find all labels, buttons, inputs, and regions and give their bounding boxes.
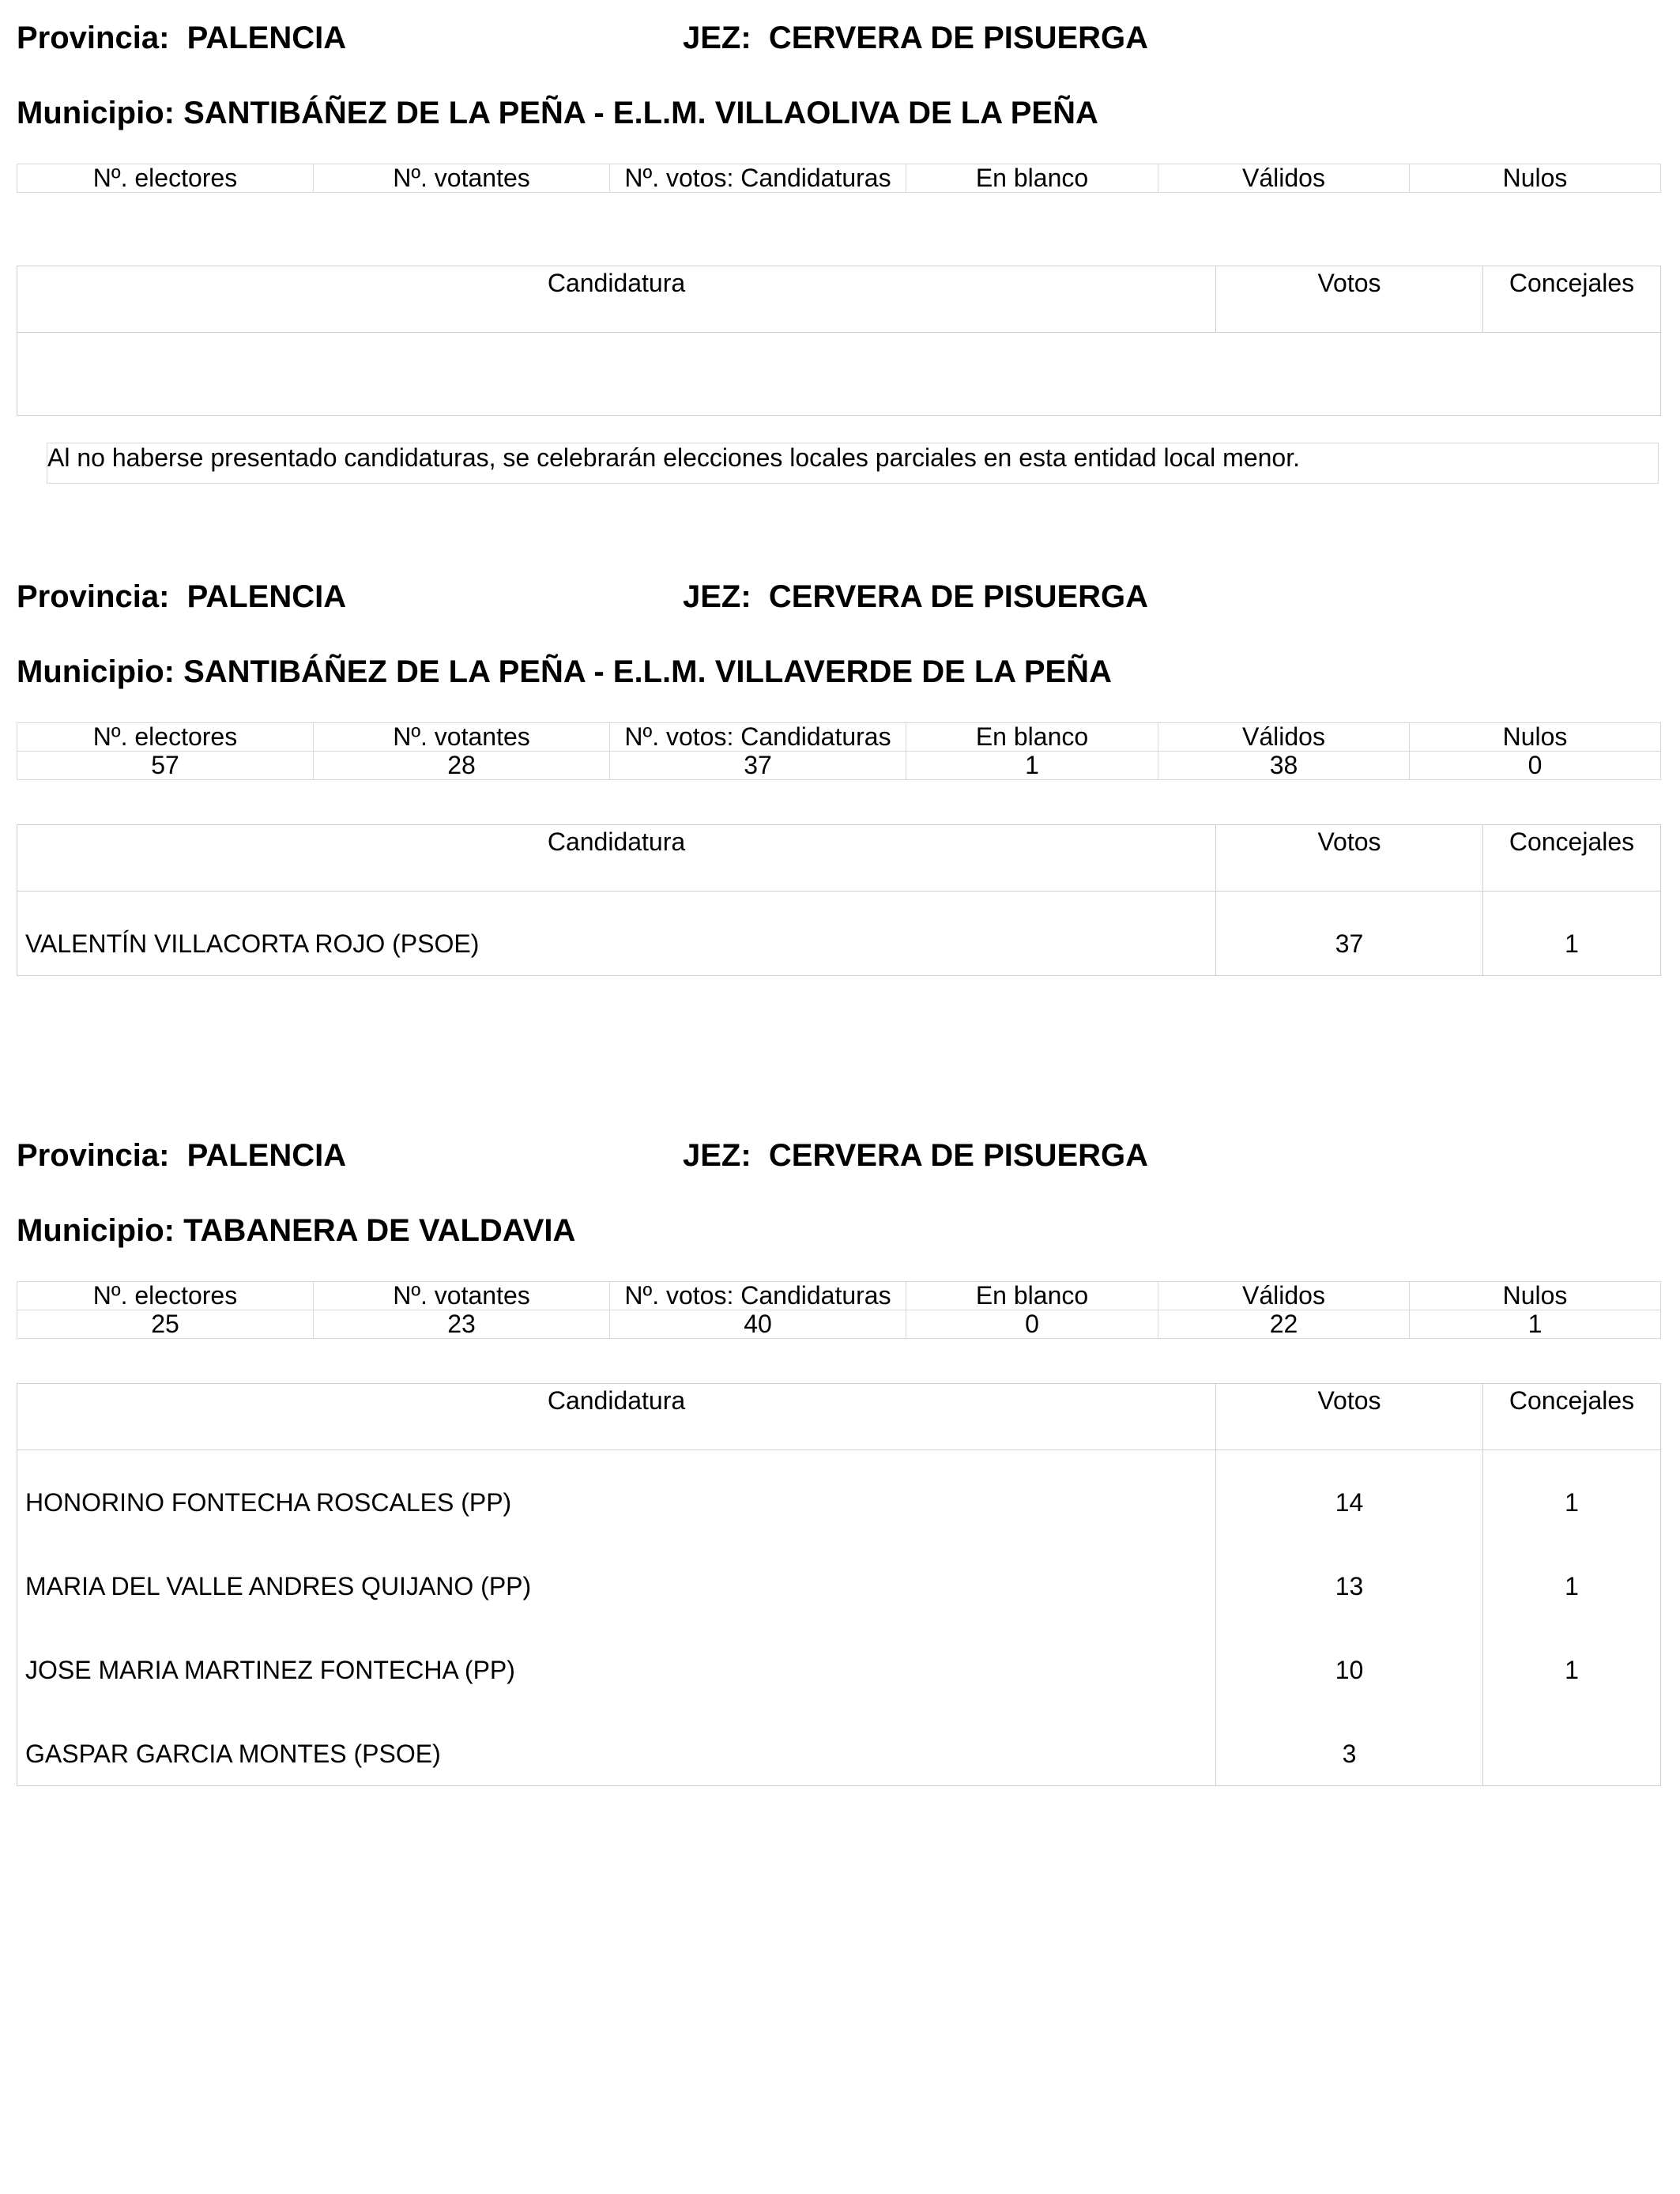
candidate-concejales: 1 — [1483, 1534, 1661, 1618]
votos-header: Votos — [1216, 266, 1483, 333]
stats-header-electores: Nº. electores — [17, 164, 314, 193]
provincia-label: Provincia: — [17, 1138, 170, 1173]
municipio-heading — [17, 1212, 575, 1250]
jez-heading — [683, 1137, 1148, 1174]
stats-value-validos: 38 — [1158, 752, 1410, 780]
stats-value-nulos: 1 — [1410, 1310, 1661, 1339]
stats-value-en-blanco: 0 — [906, 1310, 1158, 1339]
stats-value-votantes: 23 — [314, 1310, 610, 1339]
stats-value-row — [17, 1310, 1661, 1339]
candidatura-header: Candidatura — [17, 266, 1216, 333]
jez-heading — [683, 19, 1148, 57]
empty-cell — [17, 333, 1661, 416]
table-row — [17, 1702, 1661, 1786]
jez-label: JEZ: — [683, 21, 751, 55]
candidates-table — [17, 824, 1661, 976]
candidates-header-row — [17, 266, 1661, 333]
concejales-header: Concejales — [1483, 1384, 1661, 1450]
candidate-name: GASPAR GARCIA MONTES (PSOE) — [17, 1702, 1216, 1786]
stats-value-electores: 25 — [17, 1310, 314, 1339]
votos-header: Votos — [1216, 1384, 1483, 1450]
stats-header-electores: Nº. electores — [17, 1282, 314, 1310]
municipio-heading — [17, 653, 1112, 691]
candidates-table — [17, 1383, 1661, 1786]
stats-value-validos: 22 — [1158, 1310, 1410, 1339]
jez-value: CERVERA DE PISUERGA — [768, 21, 1149, 55]
provincia-heading — [17, 578, 346, 616]
jez-value: CERVERA DE PISUERGA — [768, 579, 1149, 614]
stats-header-votantes: Nº. votantes — [314, 164, 610, 193]
stats-table — [17, 164, 1661, 193]
candidatura-header: Candidatura — [17, 825, 1216, 892]
candidate-name: VALENTÍN VILLACORTA ROJO (PSOE) — [17, 892, 1216, 976]
provincia-heading — [17, 19, 346, 57]
jez-value: CERVERA DE PISUERGA — [768, 1138, 1149, 1173]
stats-header-row — [17, 164, 1661, 193]
jez-label: JEZ: — [683, 579, 751, 614]
table-row — [17, 1450, 1661, 1535]
concejales-header: Concejales — [1483, 266, 1661, 333]
candidates-header-row — [17, 1384, 1661, 1450]
stats-value-electores: 57 — [17, 752, 314, 780]
stats-header-validos: Válidos — [1158, 723, 1410, 752]
provincia-label: Provincia: — [17, 579, 170, 614]
candidate-name: MARIA DEL VALLE ANDRES QUIJANO (PP) — [17, 1534, 1216, 1618]
municipio-value: SANTIBÁÑEZ DE LA PEÑA - E.L.M. VILLAVERDE DE LA PEÑA — [183, 654, 1112, 689]
stats-header-validos: Válidos — [1158, 164, 1410, 193]
table-row — [17, 1618, 1661, 1702]
provincia-value: PALENCIA — [186, 1138, 347, 1173]
stats-header-en-blanco: En blanco — [906, 1282, 1158, 1310]
jez-label: JEZ: — [683, 1138, 751, 1173]
jez-heading — [683, 578, 1148, 616]
stats-value-row — [17, 752, 1661, 780]
candidate-name: HONORINO FONTECHA ROSCALES (PP) — [17, 1450, 1216, 1535]
stats-table — [17, 1281, 1661, 1339]
concejales-header: Concejales — [1483, 825, 1661, 892]
provincia-value: PALENCIA — [186, 21, 347, 55]
stats-header-votos-candidaturas: Nº. votos: Candidaturas — [610, 164, 906, 193]
stats-header-votantes: Nº. votantes — [314, 1282, 610, 1310]
candidate-concejales: 1 — [1483, 1450, 1661, 1535]
stats-header-en-blanco: En blanco — [906, 164, 1158, 193]
candidate-name: JOSE MARIA MARTINEZ FONTECHA (PP) — [17, 1618, 1216, 1702]
municipio-label: Municipio: — [17, 654, 175, 689]
candidates-table — [17, 266, 1661, 416]
candidatura-header: Candidatura — [17, 1384, 1216, 1450]
candidate-concejales — [1483, 1702, 1661, 1786]
candidates-header-row — [17, 825, 1661, 892]
stats-value-en-blanco: 1 — [906, 752, 1158, 780]
stats-header-votos-candidaturas: Nº. votos: Candidaturas — [610, 723, 906, 752]
stats-value-votos-candidaturas: 40 — [610, 1310, 906, 1339]
stats-header-validos: Válidos — [1158, 1282, 1410, 1310]
candidate-votos: 14 — [1216, 1450, 1483, 1535]
stats-header-nulos: Nulos — [1410, 1282, 1661, 1310]
stats-header-electores: Nº. electores — [17, 723, 314, 752]
municipio-value: SANTIBÁÑEZ DE LA PEÑA - E.L.M. VILLAOLIVA DE LA PEÑA — [183, 96, 1098, 130]
table-row — [17, 892, 1661, 976]
stats-header-row — [17, 723, 1661, 752]
candidate-votos: 13 — [1216, 1534, 1483, 1618]
table-row — [17, 1534, 1661, 1618]
stats-header-votantes: Nº. votantes — [314, 723, 610, 752]
provincia-label: Provincia: — [17, 21, 170, 55]
stats-header-nulos: Nulos — [1410, 164, 1661, 193]
stats-value-votos-candidaturas: 37 — [610, 752, 906, 780]
municipio-value: TABANERA DE VALDAVIA — [183, 1213, 576, 1248]
empty-row — [17, 333, 1661, 416]
notice-text: Al no haberse presentado candidaturas, se celebrarán elecciones locales parciales en esta entidad local menor. — [47, 443, 1300, 472]
municipio-label: Municipio: — [17, 1213, 175, 1248]
notice-box — [47, 443, 1659, 484]
municipio-heading — [17, 94, 1098, 132]
candidate-concejales: 1 — [1483, 892, 1661, 976]
provincia-heading — [17, 1137, 346, 1174]
stats-header-en-blanco: En blanco — [906, 723, 1158, 752]
stats-header-row — [17, 1282, 1661, 1310]
candidate-concejales: 1 — [1483, 1618, 1661, 1702]
provincia-value: PALENCIA — [186, 579, 347, 614]
stats-header-nulos: Nulos — [1410, 723, 1661, 752]
candidate-votos: 10 — [1216, 1618, 1483, 1702]
votos-header: Votos — [1216, 825, 1483, 892]
stats-header-votos-candidaturas: Nº. votos: Candidaturas — [610, 1282, 906, 1310]
stats-value-votantes: 28 — [314, 752, 610, 780]
stats-value-nulos: 0 — [1410, 752, 1661, 780]
candidate-votos: 37 — [1216, 892, 1483, 976]
stats-table — [17, 722, 1661, 780]
municipio-label: Municipio: — [17, 96, 175, 130]
candidate-votos: 3 — [1216, 1702, 1483, 1786]
